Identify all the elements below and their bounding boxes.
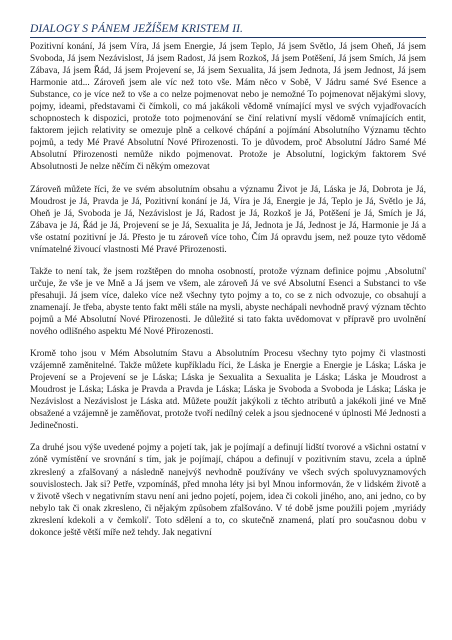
header-title: DIALOGY S PÁNEM JEŽÍŠEM KRISTEM II.	[30, 23, 244, 35]
running-header	[30, 22, 426, 36]
document-page	[30, 0, 426, 640]
paragraph: Zároveň můžete říci, že ve svém absolutním obsahu a významu Život je Já, Láska je Já, Dobrota je Já, Moudrost je Já, Pravda je Já, Pozitivní konání je Já, Víra je Já, Energie je Já, Teplo je Já, Světlo je Já, Oheň je Já, Svoboda je Já, Nezávislost je Já, Radost je Já, Rozkoš je Já, Potěšení je Já, Smích je Já, Zábava je Já, Řád je Já, Projevení se je Já, Sexualita je Já, Jednota je Já, Jednost je Já, Harmonie je Já a vše ostatní pozitivní je Já. Přesto je tu zároveň více toho, Čím Já opravdu jsem, než pouze tyto vědomě vnímatelné živoucí vlastnosti Mé Pravé Přirozenosti.	[30, 184, 426, 255]
body-text	[30, 41, 426, 539]
paragraph: Takže to není tak, že jsem rozštěpen do mnoha osobností, protože význam definice pojmu ‚Absolutní' určuje, že vše je ve Mně a Já jsem ve všem, ale zároveň Já ve své Absolutní Esenci a Substanci to vše přesahuji. Já jsem více, daleko více než všechny tyto pojmy a to, co se z nich odvozuje, co obsahují a znamenají. Je třeba, abyste tento fakt měli stále na mysli, abyste nechápali nevhodně pravý význam těchto pojmů a Mé Absolutní Nové Přirozenosti. Je důležité si tato fakta uvědomovat v přípravě pro uvolnění nového odlišného aspektu Mé Nové Přirozenosti.	[30, 266, 426, 338]
paragraph: Za druhé jsou výše uvedené pojmy a pojetí tak, jak je pojímají a definují lidští tvorové a všichni ostatní v zóně vymístění ve srovnání s tím, jak je pojímají, chápou a definují v pozitivním stavu, zcela a úplně zkreslený a zfalšovaný a následně nanejvýš nevhodně používány ve všech svých spoluvyznamových souvislostech. Jak si? Petře, vzpomínáš, před mnoha léty jsi byl Mnou informován, že v lidském životě a v životě všech v negativním stavu není ani jedno pojetí, pojem, idea či cokoli jiného, ano, ani jedno, co by nebylo tak či onak zkresleno, či nějakým způsobem zfalšováno. V té době jsme použili pojem ‚myriády zkreslení kdekoli a v čemkoli'. Toto sdělení a to, co skutečně znamená, platí pro současnou dobu v dokonce ještě větší míře než tehdy. Jak negativní	[30, 443, 426, 538]
paragraph: Pozitivní konání, Já jsem Víra, Já jsem Energie, Já jsem Teplo, Já jsem Světlo, Já jsem Oheň, Já jsem Svoboda, Já jsem Nezávislost, Já jsem Radost, Já jsem Rozkoš, Já jsem Potěšení, Já jsem Smích, Já jsem Zábava, Já jsem Řád, Já jsem Projevení se, Já jsem Sexualita, Já jsem Jednota, Já jsem Jednost, Já jsem Harmonie atd... Zároveň jsem ale víc než toto vše. Mám něco v Sobě, V Jádru samé Své Esence a Substance, co je více než to vše a co nelze pojmenovat nebo je nemožné To pojmenovat nějakými slovy, pojmy, ideami, představami či čímkoli, co má jakákoli vědomě vnímající mysl ve svých vyjadřovacích schopnostech k dispozici, protože toto pojmenování se činí relativní myslí vědomě vnímajících entit, faktorem jejich relativity se omezuje plně a celkové chápání a pojímání Absolutního Významu těchto pojmů, a tedy Mé Pravé Absolutní Nové Přirozenosti. To je důvodem, proč Absolutní Jádro Samé Mé Absolutní Přirozenosti nemůže nikdo pojmenovat. Protože je Absolutní, logickým faktorem Své Absolutnosti Je nelze něčím či někým omezovat	[30, 42, 426, 173]
header-rule	[30, 37, 426, 38]
paragraph: Kromě toho jsou v Mém Absolutním Stavu a Absolutním Procesu všechny tyto pojmy či vlastnosti vzájemně zaměnitelné. Takže můžete kupříkladu říci, že Láska je Energie a Energie je Láska; Láska je Projevení se a Projevení se je Láska; Láska je Sexualita a Sexualita je Láska; Láska je Moudrost a Moudrost je Láska; Láska je Pravda a Pravda je Láska; Láska je Svoboda a Svoboda je Láska; Láska je Nezávislost a Nezávislost je Láska atd. Můžete použít jakýkoli z těchto atributů a jakékoli jiné ve Mně obsažené a vzájemně je zaměňovat, protože tvoří nedílný celek a jsou sjednocené v úplnosti Mé Jednosti a Jedinečnosti.	[30, 349, 426, 432]
